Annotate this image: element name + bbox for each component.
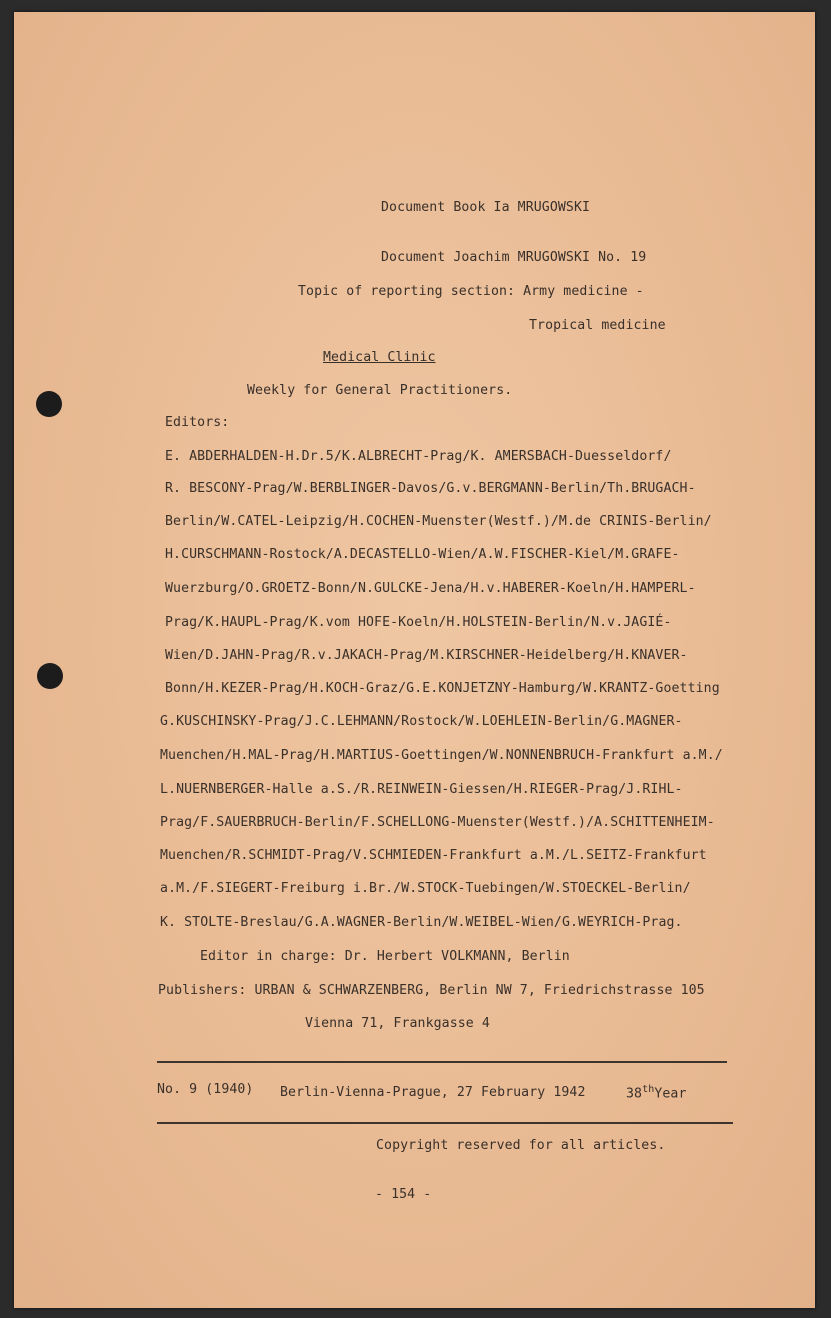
punch-hole-upper bbox=[36, 391, 62, 417]
editors-line: Prag/K.HAUPL-Prag/K.vom HOFE-Koeln/H.HOLSTEIN-Berlin/N.v.JAGIÉ- bbox=[165, 615, 672, 630]
document-page bbox=[14, 12, 815, 1308]
document-number-line: Document Joachim MRUGOWSKI No. 19 bbox=[381, 250, 647, 265]
document-book-line: Document Book Ia MRUGOWSKI bbox=[381, 200, 591, 215]
publishers-line-2: Vienna 71, Frankgasse 4 bbox=[305, 1016, 490, 1031]
editors-line: G.KUSCHINSKY-Prag/J.C.LEHMANN/Rostock/W.LOEHLEIN-Berlin/G.MAGNER- bbox=[160, 714, 683, 729]
editors-line: Wuerzburg/O.GROETZ-Bonn/N.GULCKE-Jena/H.v.HABERER-Koeln/H.HAMPERL- bbox=[165, 581, 696, 596]
page-number: - 154 - bbox=[375, 1187, 432, 1202]
punch-hole-lower bbox=[37, 663, 63, 689]
issue-year: 38thYear bbox=[626, 1084, 687, 1102]
editors-line: Muenchen/H.MAL-Prag/H.MARTIUS-Goettingen/W.NONNENBRUCH-Frankfurt a.M./ bbox=[160, 748, 723, 763]
editors-line: Muenchen/R.SCHMIDT-Prag/V.SCHMIEDEN-Frankfurt a.M./L.SEITZ-Frankfurt bbox=[160, 848, 707, 863]
editors-line: Prag/F.SAUERBRUCH-Berlin/F.SCHELLONG-Muenster(Westf.)/A.SCHITTENHEIM- bbox=[160, 815, 715, 830]
publishers-line-1: Publishers: URBAN & SCHWARZENBERG, Berlin NW 7, Friedrichstrasse 105 bbox=[158, 983, 705, 998]
copyright-notice: Copyright reserved for all articles. bbox=[376, 1138, 666, 1153]
editors-line: a.M./F.SIEGERT-Freiburg i.Br./W.STOCK-Tuebingen/W.STOECKEL-Berlin/ bbox=[160, 881, 691, 896]
editors-line: Berlin/W.CATEL-Leipzig/H.COCHEN-Muenster(Westf.)/M.de CRINIS-Berlin/ bbox=[165, 514, 712, 529]
editor-in-charge: Editor in charge: Dr. Herbert VOLKMANN, Berlin bbox=[200, 949, 570, 964]
editors-line: Wien/D.JAHN-Prag/R.v.JAKACH-Prag/M.KIRSCHNER-Heidelberg/H.KNAVER- bbox=[165, 648, 688, 663]
editors-line: K. STOLTE-Breslau/G.A.WAGNER-Berlin/W.WEIBEL-Wien/G.WEYRICH-Prag. bbox=[160, 915, 683, 930]
journal-title: Medical Clinic bbox=[323, 350, 436, 365]
issue-number: No. 9 (1940) bbox=[157, 1082, 254, 1097]
editors-line: L.NUERNBERGER-Halle a.S./R.REINWEIN-Giessen/H.RIEGER-Prag/J.RIHL- bbox=[160, 782, 683, 797]
editors-line: R. BESCONY-Prag/W.BERBLINGER-Davos/G.v.BERGMANN-Berlin/Th.BRUGACH- bbox=[165, 481, 696, 496]
issue-place-date: Berlin-Vienna-Prague, 27 February 1942 bbox=[280, 1085, 586, 1100]
editors-label: Editors: bbox=[165, 415, 230, 430]
journal-subtitle: Weekly for General Practitioners. bbox=[247, 383, 513, 398]
topic-line-1: Topic of reporting section: Army medicine - bbox=[298, 284, 644, 299]
topic-line-2: Tropical medicine bbox=[529, 318, 666, 333]
editors-line: Bonn/H.KEZER-Prag/H.KOCH-Graz/G.E.KONJETZNY-Hamburg/W.KRANTZ-Goetting bbox=[165, 681, 720, 696]
top-divider bbox=[157, 1061, 727, 1063]
editors-line: E. ABDERHALDEN-H.Dr.5/K.ALBRECHT-Prag/K. AMERSBACH-Duesseldorf/ bbox=[165, 449, 672, 464]
bottom-divider bbox=[157, 1122, 733, 1124]
editors-line: H.CURSCHMANN-Rostock/A.DECASTELLO-Wien/A.W.FISCHER-Kiel/M.GRAFE- bbox=[165, 547, 680, 562]
